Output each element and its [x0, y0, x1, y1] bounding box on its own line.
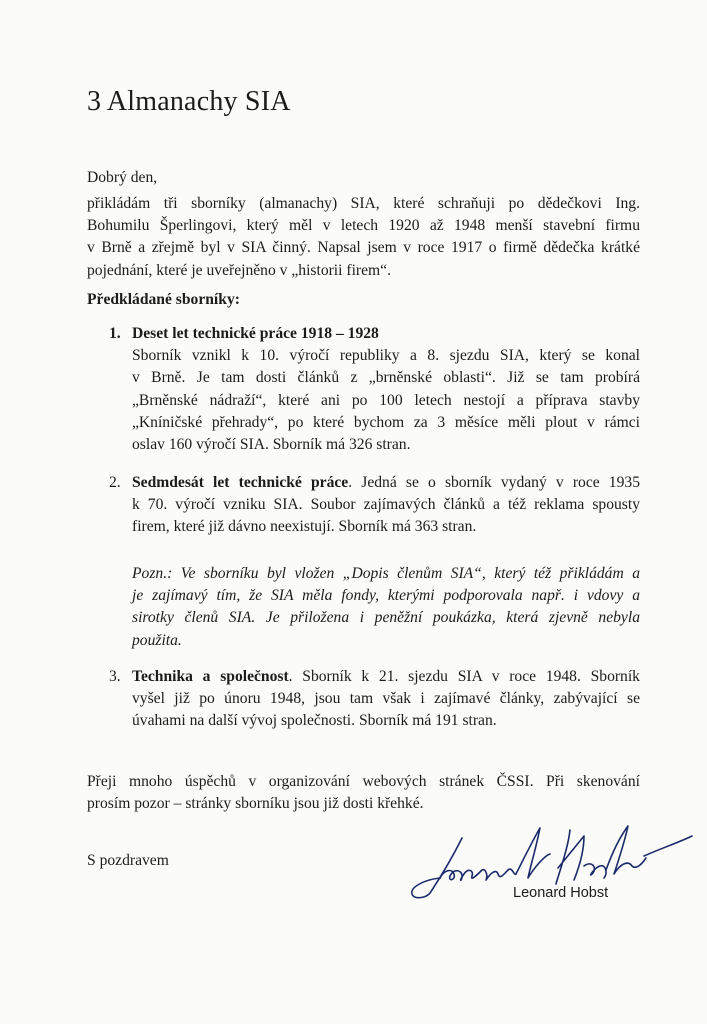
intro-line: Bohumilu Šperlingovi, který měl v letech 1920 až 1948 menší stavební firmu — [87, 217, 640, 235]
item-number: 2. — [109, 474, 121, 491]
item-line: oslav 160 výročí SIA. Sborník má 326 stran. — [132, 436, 411, 454]
note-line: Pozn.: Ve sborníku byl vložen „Dopis členům SIA“, který též přikládám a — [132, 565, 640, 582]
item-note — [132, 563, 640, 652]
item-first-line — [132, 472, 640, 494]
signature-name: Leonard Hobst — [513, 885, 609, 901]
list-item — [132, 323, 640, 456]
intro-line: pojednání, které je uveřejněno v „historii firem“. — [87, 261, 391, 279]
item-title: Deset let technické práce 1918 – 1928 — [132, 325, 379, 342]
item-title: Technika a společnost — [132, 668, 289, 685]
item-number: 3. — [109, 668, 121, 685]
item-line: Sborník vznikl k 10. výročí republiky a 8. sjezdu SIA, který se konal — [132, 347, 640, 365]
regards: S pozdravem — [87, 852, 169, 869]
closing-line: Přeji mnoho úspěchů v organizování webových stránek ČSSI. Při skenování — [87, 773, 640, 790]
list-item — [132, 472, 640, 539]
page-title: 3 Almanachy SIA — [87, 86, 291, 117]
note-line: sirotky členů SIA. Je přiložena i peněžní poukázka, která zjevně nebyla — [132, 609, 640, 627]
item-first-line — [132, 666, 640, 688]
item-first-rest: . Sborník k 21. sjezdu SIA v roce 1948. Sborník — [288, 668, 640, 685]
list-item — [132, 666, 640, 733]
item-line: „Brněnské nádraží“, které ani po 100 letech nestojí a příprava stavby — [132, 391, 640, 409]
intro-line: v Brně a zřejmě byl v SIA činný. Napsal jsem v roce 1917 o firmě dědečka krátké — [87, 239, 640, 257]
closing-line: prosím pozor – stránky sborníku jsou již dosti křehké. — [87, 795, 424, 813]
item-line: „Kníničské přehrady“, po které bychom za 3 měsíce měli plout v rámci — [132, 413, 640, 431]
item-line: úvahami na další vývoj společnosti. Sborník má 191 stran. — [132, 712, 497, 730]
intro-line: přikládám tři sborníky (almanachy) SIA, které schraňuji po dědečkovi Ing. — [87, 195, 640, 212]
item-first-rest: . Jedná se o sborník vydaný v roce 1935 — [348, 474, 640, 491]
note-line: použita. — [132, 631, 182, 649]
item-line: firem, které již dávno neexistují. Sborník má 363 stran. — [132, 518, 477, 536]
item-number: 1. — [109, 325, 121, 342]
list-heading: Předkládané sborníky: — [87, 291, 240, 308]
item-line: v Brně. Je tam dosti článků z „brněnské oblasti“. Již se tam probírá — [132, 369, 640, 387]
item-line: k 70. výročí vzniku SIA. Soubor zajímavých článků a též reklama spousty — [132, 496, 640, 514]
item-line: vyšel již po únoru 1948, jsou tam však i zajímavé články, zabývající se — [132, 690, 640, 708]
item-title: Sedmdesát let technické práce — [132, 474, 349, 491]
intro-paragraph — [87, 193, 640, 282]
note-line: je zajímavý tím, že SIA měla fondy, kterými podporovala např. i vdovy a — [132, 587, 640, 605]
greeting: Dobrý den, — [87, 169, 158, 186]
